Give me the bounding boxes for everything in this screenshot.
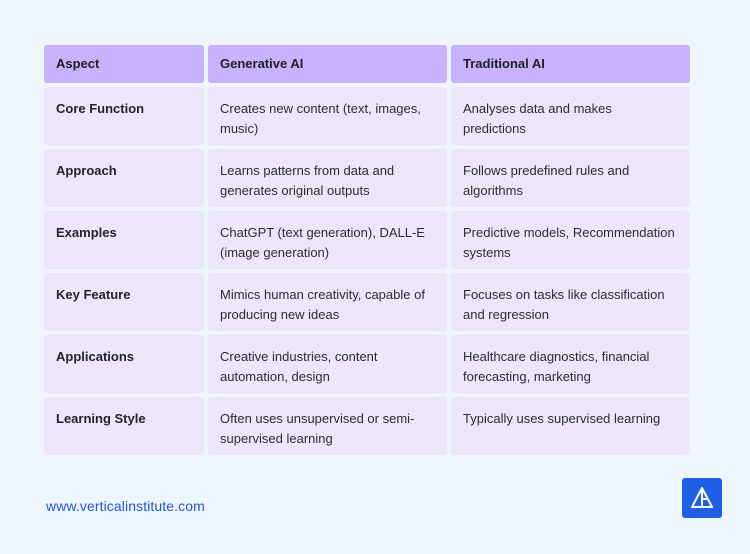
header-aspect: Aspect <box>44 45 204 83</box>
row-aspect-label: Learning Style <box>44 397 204 455</box>
row-traditional-cell: Follows predefined rules and algorithms <box>451 149 690 207</box>
row-aspect-label: Examples <box>44 211 204 269</box>
row-traditional-cell: Typically uses supervised learning <box>451 397 690 455</box>
row-generative-cell: ChatGPT (text generation), DALL-E (image generation) <box>208 211 447 269</box>
row-generative-cell: Creates new content (text, images, music) <box>208 87 447 145</box>
row-aspect-label: Applications <box>44 335 204 393</box>
vertical-institute-logo-icon <box>682 478 722 518</box>
row-generative-cell: Mimics human creativity, capable of producing new ideas <box>208 273 447 331</box>
row-aspect-label: Core Function <box>44 87 204 145</box>
header-generative-ai: Generative AI <box>208 45 447 83</box>
row-generative-cell: Often uses unsupervised or semi-supervised learning <box>208 397 447 455</box>
row-traditional-cell: Analyses data and makes predictions <box>451 87 690 145</box>
header-traditional-ai: Traditional AI <box>451 45 690 83</box>
row-aspect-label: Key Feature <box>44 273 204 331</box>
triangle-logo-icon <box>689 485 715 511</box>
row-generative-cell: Learns patterns from data and generates original outputs <box>208 149 447 207</box>
row-traditional-cell: Predictive models, Recommendation systems <box>451 211 690 269</box>
row-traditional-cell: Healthcare diagnostics, financial forecasting, marketing <box>451 335 690 393</box>
row-generative-cell: Creative industries, content automation, design <box>208 335 447 393</box>
row-aspect-label: Approach <box>44 149 204 207</box>
comparison-table <box>44 45 690 455</box>
footer-website-link[interactable]: www.verticalinstitute.com <box>46 498 205 514</box>
row-traditional-cell: Focuses on tasks like classification and regression <box>451 273 690 331</box>
